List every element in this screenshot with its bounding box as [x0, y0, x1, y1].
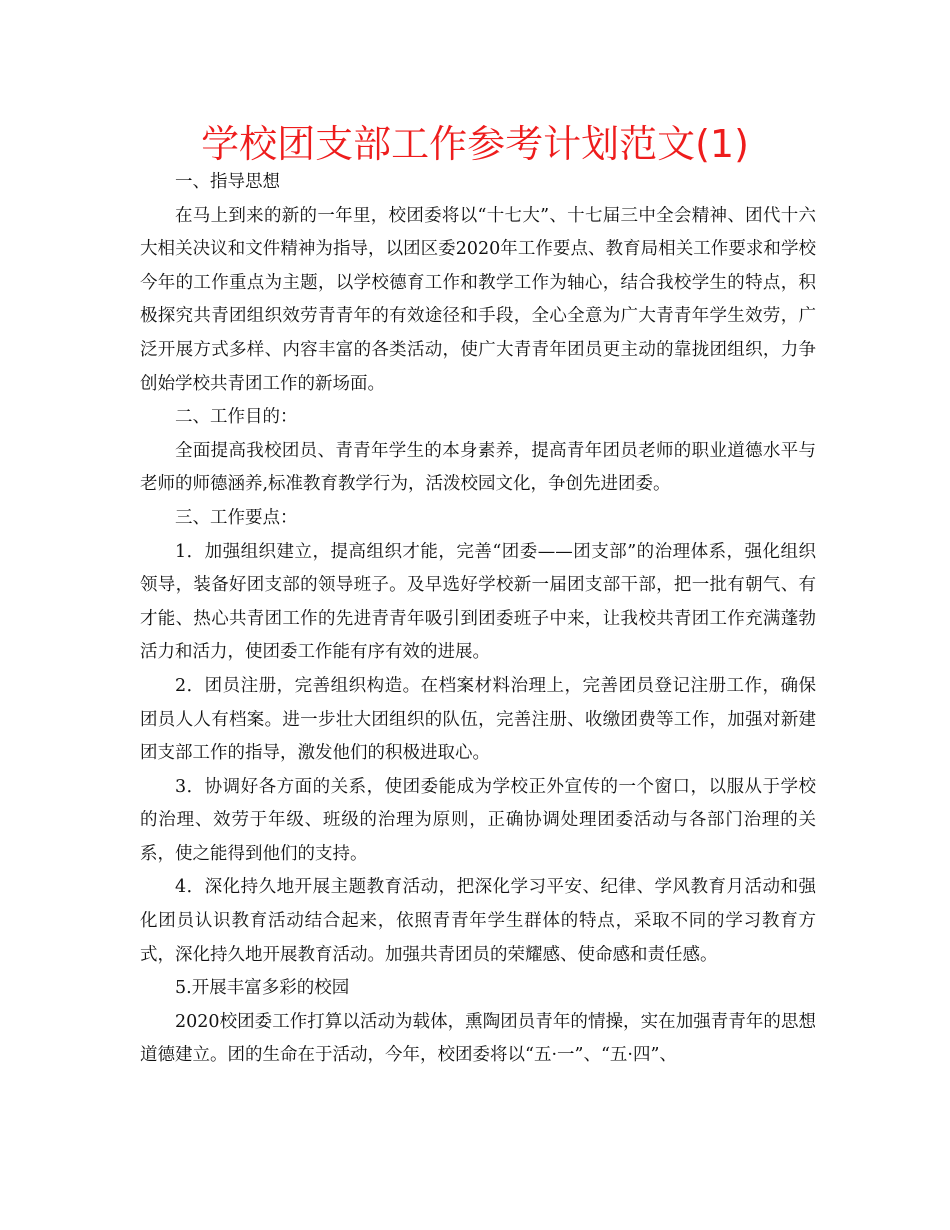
section-heading-work-goal: 二、工作目的：: [175, 407, 298, 428]
list-item: 1．加强组织建立，提高组织才能，完善“团委——团支部”的治理体系，强化组织领导，装备好团支部的领导班子。及早选好学校新一届团支部干部，把一批有朝气、有才能、热心共青团工作的先进青青年吸引到团委班子中来，让我校共青团工作充满蓬勃活力和活力，使团委工作能有序有效的进展。: [140, 541, 816, 663]
document-body: [140, 166, 816, 1073]
list-item: 4．深化持久地开展主题教育活动，把深化学习平安、纪律、学风教育月活动和强化团员认识教育活动结合起来，依照青青年学生群体的特点，采取不同的学习教育方式，深化持久地开展教育活动。加强共青团员的荣耀感、使命感和责任感。: [140, 877, 816, 965]
paragraph: 全面提高我校团员、青青年学生的本身素养，提高青年团员老师的职业道德水平与老师的师德涵养,标准教育教学行为，活泼校园文化，争创先进团委。: [140, 440, 816, 495]
section-heading-work-points: 三、工作要点：: [175, 507, 298, 528]
paragraph: 在马上到来的新的一年里，校团委将以“十七大”、十七届三中全会精神、团代十六大相关决议和文件精神为指导，以团区委2020年工作要点、教育局相关工作要求和学校今年的工作重点为主题，以学校德育工作和教学工作为轴心，结合我校学生的特点，积极探究共青团组织效劳青青年的有效途径和手段，全心全意为广大青青年学生效劳，广泛开展方式多样、内容丰富的各类活动，使广大青青年团员更主动的靠拢团组织，力争创始学校共青团工作的新场面。: [140, 205, 816, 394]
list-item: 5.开展丰富多彩的校园: [175, 978, 350, 999]
list-item: 2．团员注册，完善组织构造。在档案材料治理上，完善团员登记注册工作，确保团员人人有档案。进一步壮大团组织的队伍，完善注册、收缴团费等工作，加强对新建团支部工作的指导，激发他们的积极进取心。: [140, 675, 816, 764]
section-heading-guiding-ideology: 一、指导思想: [175, 172, 280, 192]
document-title: 学校团支部工作参考计划范文(1): [201, 122, 749, 166]
list-item: 3．协调好各方面的关系，使团委能成为学校正外宣传的一个窗口，以服从于学校的治理、效劳于年级、班级的治理为原则，正确协调处理团委活动与各部门治理的关系，使之能得到他们的支持。: [140, 776, 816, 864]
paragraph: 2020校团委工作打算以活动为载体，熏陶团员青年的情操，实在加强青青年的思想道德建立。团的生命在于活动，今年，校团委将以“五·一”、“五·四”、: [140, 1011, 816, 1066]
